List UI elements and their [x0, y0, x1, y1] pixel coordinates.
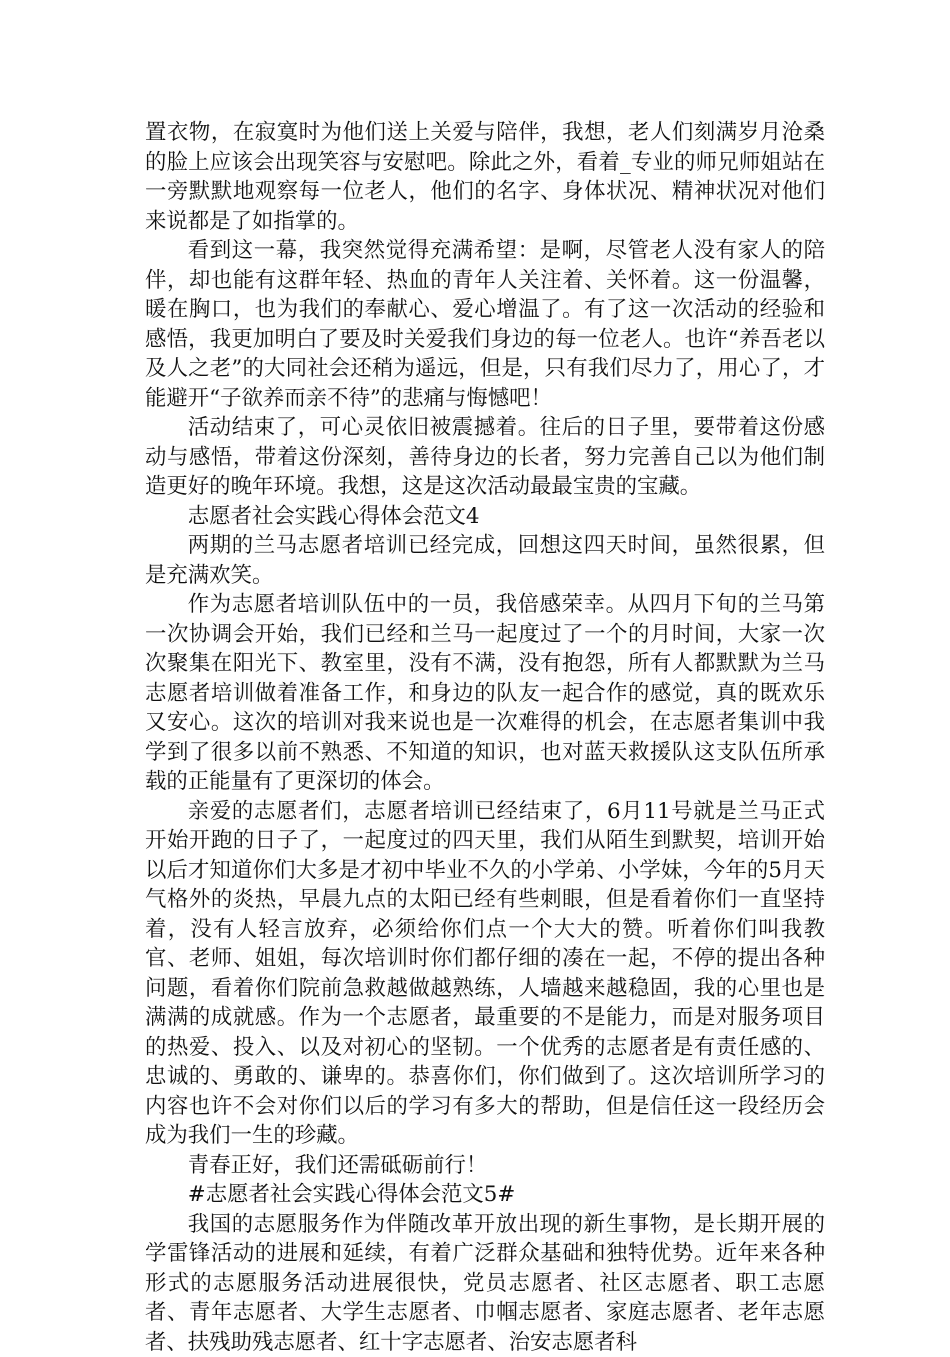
paragraph: 看到这一幕，我突然觉得充满希望：是啊，尽管老人没有家人的陪伴，却也能有这群年轻、热血的青年人关注着、关怀着。这一份温馨，暖在胸口，也为我们的奉献心、爱心增温了。有了这一次活动的经验和感悟，我更加明白了要及时关爱我们身边的每一位老人。也许“养吾老以及人之老”的大同社会还稍为遥远，但是，只有我们尽力了，用心了，才能避开“子欲养而亲不待”的悲痛与悔憾吧！	[145, 236, 825, 413]
document-page	[145, 118, 825, 1357]
paragraph: 两期的兰马志愿者培训已经完成，回想这四天时间，虽然很累，但是充满欢笑。	[145, 531, 825, 590]
paragraph: 活动结束了，可心灵依旧被震撼着。往后的日子里，要带着这份感动与感悟，带着这份深刻，善待身边的长者，努力完善自己以为他们制造更好的晚年环境。我想，这是这次活动最最宝贵的宝藏。	[145, 413, 825, 502]
paragraph: 作为志愿者培训队伍中的一员，我倍感荣幸。从四月下旬的兰马第一次协调会开始，我们已经和兰马一起度过了一个的月时间，大家一次次聚集在阳光下、教室里，没有不满，没有抱怨，所有人都默默为兰马志愿者培训做着准备工作，和身边的队友一起合作的感觉，真的既欢乐又安心。这次的培训对我来说也是一次难得的机会，在志愿者集训中我学到了很多以前不熟悉、不知道的知识，也对蓝天救援队这支队伍所承载的正能量有了更深切的体会。	[145, 590, 825, 797]
paragraph: 我国的志愿服务作为伴随改革开放出现的新生事物，是长期开展的学雷锋活动的进展和延续，有着广泛群众基础和独特优势。近年来各种形式的志愿服务活动进展很快，党员志愿者、社区志愿者、职工志愿者、青年志愿者、大学生志愿者、巾帼志愿者、家庭志愿者、老年志愿者、扶残助残志愿者、红十字志愿者、治安志愿者科	[145, 1210, 825, 1357]
paragraph: 青春正好，我们还需砥砺前行！	[145, 1151, 825, 1181]
section-heading: 志愿者社会实践心得体会范文4	[145, 502, 825, 532]
section-heading: #志愿者社会实践心得体会范文5#	[145, 1180, 825, 1210]
paragraph: 亲爱的志愿者们，志愿者培训已经结束了，6月11号就是兰马正式开始开跑的日子了，一起度过的四天里，我们从陌生到默契，培训开始以后才知道你们大多是才初中毕业不久的小学弟、小学妹，今年的5月天气格外的炎热，早晨九点的太阳已经有些刺眼，但是看着你们一直坚持着，没有人轻言放弃，必须给你们点一个大大的赞。听着你们叫我教官、老师、姐姐，每次培训时你们都仔细的凑在一起，不停的提出各种问题，看着你们院前急救越做越熟练，人墙越来越稳固，我的心里也是满满的成就感。作为一个志愿者，最重要的不是能力，而是对服务项目的热爱、投入、以及对初心的坚韧。一个优秀的志愿者是有责任感的、忠诚的、勇敢的、谦卑的。恭喜你们，你们做到了。这次培训所学习的内容也许不会对你们以后的学习有多大的帮助，但是信任这一段经历会成为我们一生的珍藏。	[145, 797, 825, 1151]
paragraph: 置衣物，在寂寞时为他们送上关爱与陪伴，我想，老人们刻满岁月沧桑的脸上应该会出现笑容与安慰吧。除此之外，看着_专业的师兄师姐站在一旁默默地观察每一位老人，他们的名字、身体状况、精神状况对他们来说都是了如指掌的。	[145, 118, 825, 236]
